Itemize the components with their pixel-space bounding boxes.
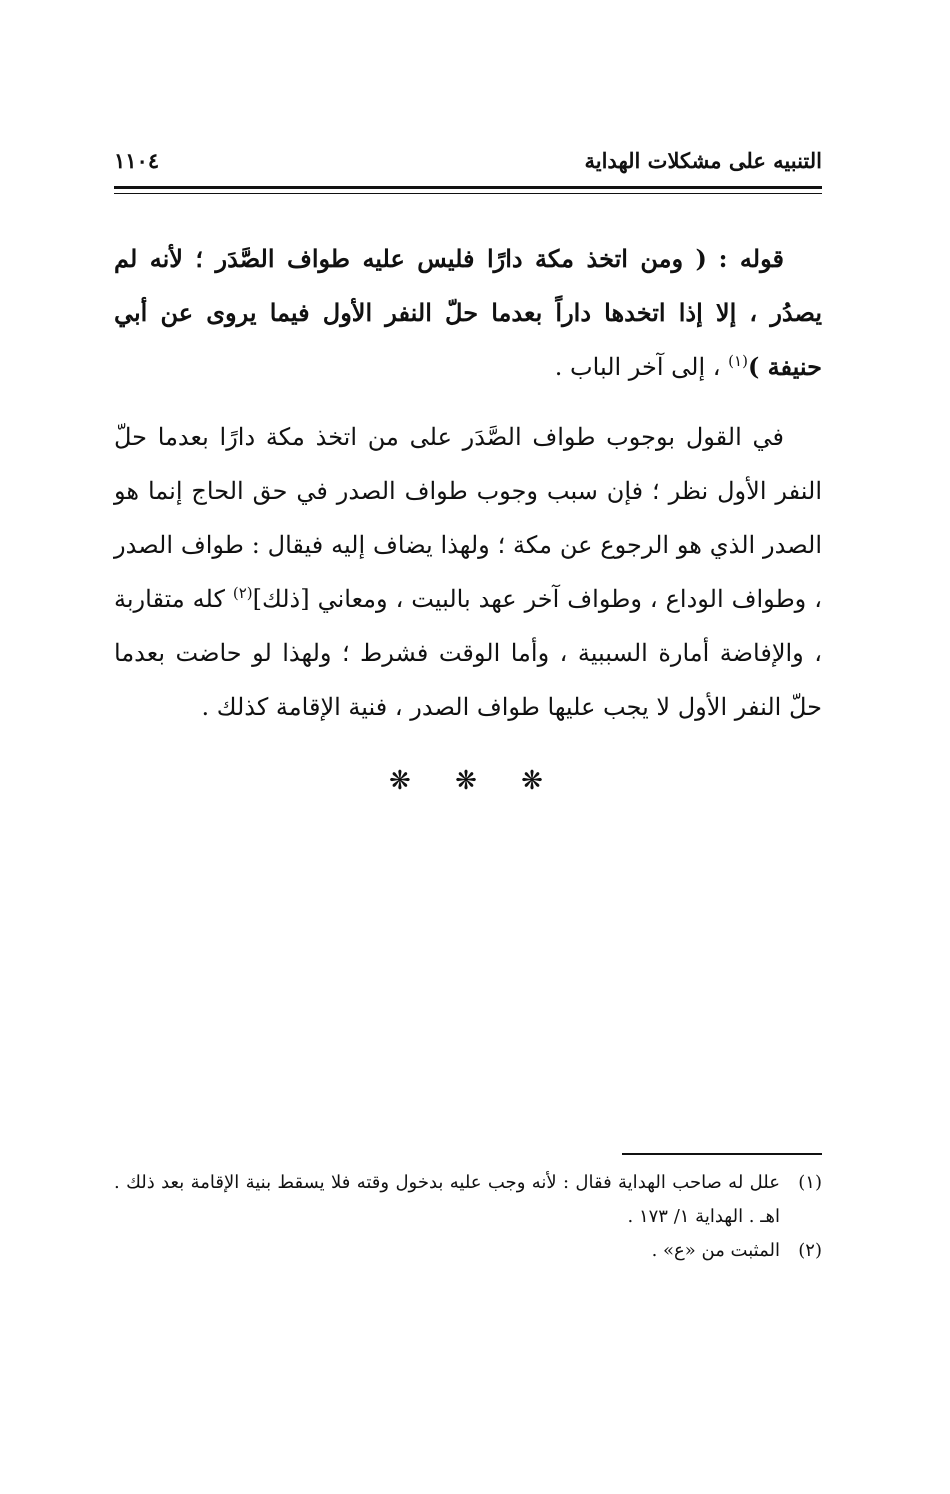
footnote-ref-1[interactable]: (١) bbox=[728, 352, 748, 370]
page-number: ١١٠٤ bbox=[114, 148, 160, 173]
quote-label: قوله : bbox=[718, 244, 784, 273]
commentary-part-2: كله متقاربة ، والإفاضة أمارة السببية ، وأما الوقت فشرط ؛ ولهذا لو حاضت بعدما حلّ النفر الأول لا يجب عليها طواف الصدر ، فنية الإقامة كذلك . bbox=[114, 585, 822, 721]
footnote-text: علل له صاحب الهداية فقال : لأنه وجب عليه بدخول وقته فلا يسقط بنية الإقامة بعد ذلك . اهـ . الهداية ١/ ١٧٣ . bbox=[114, 1172, 780, 1227]
paragraph-quote bbox=[114, 232, 822, 394]
running-header bbox=[114, 140, 822, 188]
footnotes bbox=[114, 1166, 822, 1268]
paragraph-commentary bbox=[114, 410, 822, 734]
footnote-rule bbox=[622, 1153, 822, 1155]
quoted-passage: ( ومن اتخذ مكة دارًا فليس عليه طواف الصَّدَر ؛ لأنه لم يصدُر ، إلا إذا اتخدها داراً بعدما حلّ النفر الأول فيما يروى عن أبي حنيفة ) bbox=[114, 244, 822, 381]
footnote-item bbox=[114, 1234, 822, 1268]
footnote-number: (٢) bbox=[798, 1240, 822, 1261]
footnote-text: المثبت من «ع» . bbox=[651, 1240, 780, 1261]
header-rule-thin bbox=[114, 193, 822, 194]
quote-tail: ، إلى آخر الباب . bbox=[554, 353, 721, 381]
footnote-item bbox=[114, 1166, 822, 1234]
footnote-number: (١) bbox=[798, 1172, 822, 1193]
footnote-ref-2[interactable]: (٢) bbox=[232, 584, 253, 602]
header-rule-thick bbox=[114, 186, 822, 189]
commentary-part-1: في القول بوجوب طواف الصَّدَر على من اتخذ مكة دارًا بعدما حلّ النفر الأول نظر ؛ فإن سبب وجوب طواف الصدر في حق الحاج إنما هو الصدر الذي هو الرجوع عن مكة ؛ ولهذا يضاف إليه فيقال : طواف الصدر ، وطواف الوداع ، وطواف آخر عهد بالبيت ، ومعاني [ذلك] bbox=[114, 423, 822, 613]
header-title: التنبيه على مشكلات الهداية bbox=[584, 148, 822, 173]
section-separator: ❋ ❋ ❋ bbox=[389, 766, 561, 796]
main-text bbox=[114, 232, 822, 734]
